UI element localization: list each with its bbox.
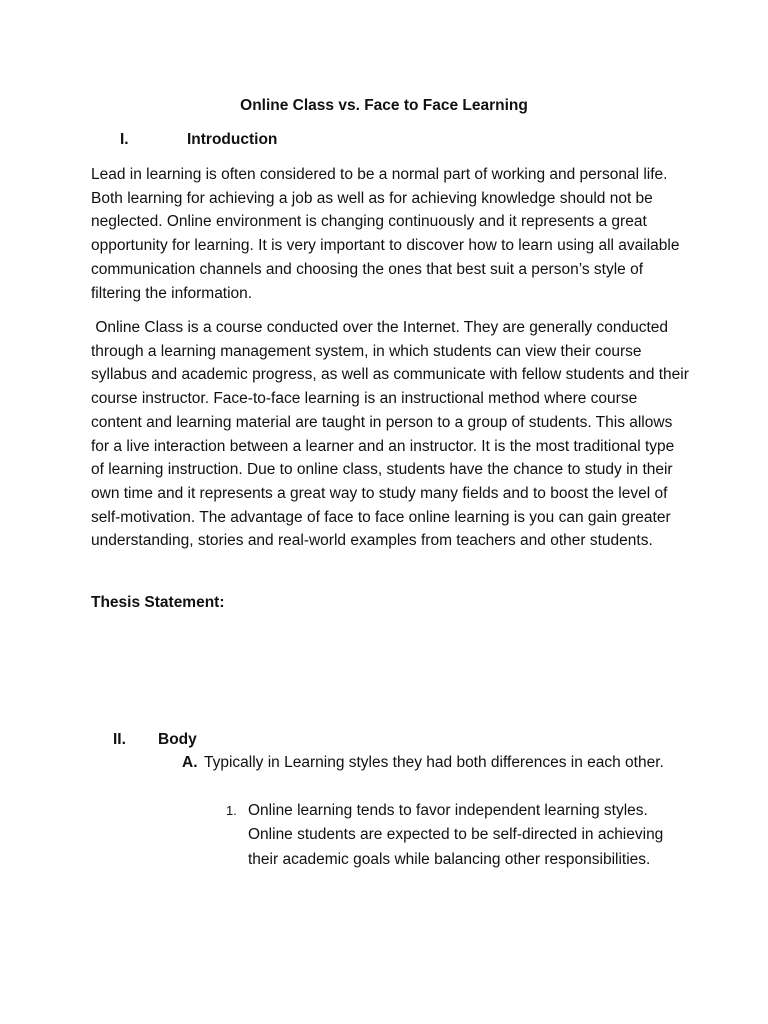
section-title: Body: [158, 731, 197, 748]
list-item-text: Online learning tends to favor independent learning styles. Online students are expected to be self-directed in achieving their academic goals while balancing other responsibilities.: [248, 802, 664, 868]
section-number: II.: [113, 731, 126, 748]
section-heading-body: [113, 730, 413, 750]
intro-paragraph-1: Lead in learning is often considered to be a normal part of working and personal life. Both learning for achieving a job as well as for achieving knowledge should not be neglected. Online environment is changing continuously and it represents a great opportunity for learning. It is very important to discover how to learn using all available communication channels and choosing the ones that best suit a person’s style of filtering the information.: [91, 166, 680, 302]
thesis-statement-label: Thesis Statement:: [91, 594, 225, 611]
document-title: Online Class vs. Face to Face Learning: [240, 97, 528, 114]
list-label: A.: [182, 754, 198, 771]
section-title: Introduction: [187, 131, 278, 148]
list-label: 1.: [226, 803, 237, 818]
section-heading-introduction: [120, 130, 420, 150]
section-number: I.: [120, 131, 129, 148]
list-item-text: Typically in Learning styles they had both differences in each other.: [204, 754, 664, 771]
intro-paragraph-2: Online Class is a course conducted over the Internet. They are generally conducted through a learning management system, in which students can view their course syllabus and academic progress, as well as communicate with fellow students and their course instructor. Face-to-face learning is an instructional method where course content and learning material are taught in person to a group of students. This allows for a live interaction between a learner and an instructor. It is the most traditional type of learning instruction. Due to online class, students have the chance to study in their own time and it represents a great way to study many fields and to boost the level of self-motivation. The advantage of face to face online learning is you can gain greater understanding, stories and real-world examples from teachers and other students.: [91, 319, 694, 550]
